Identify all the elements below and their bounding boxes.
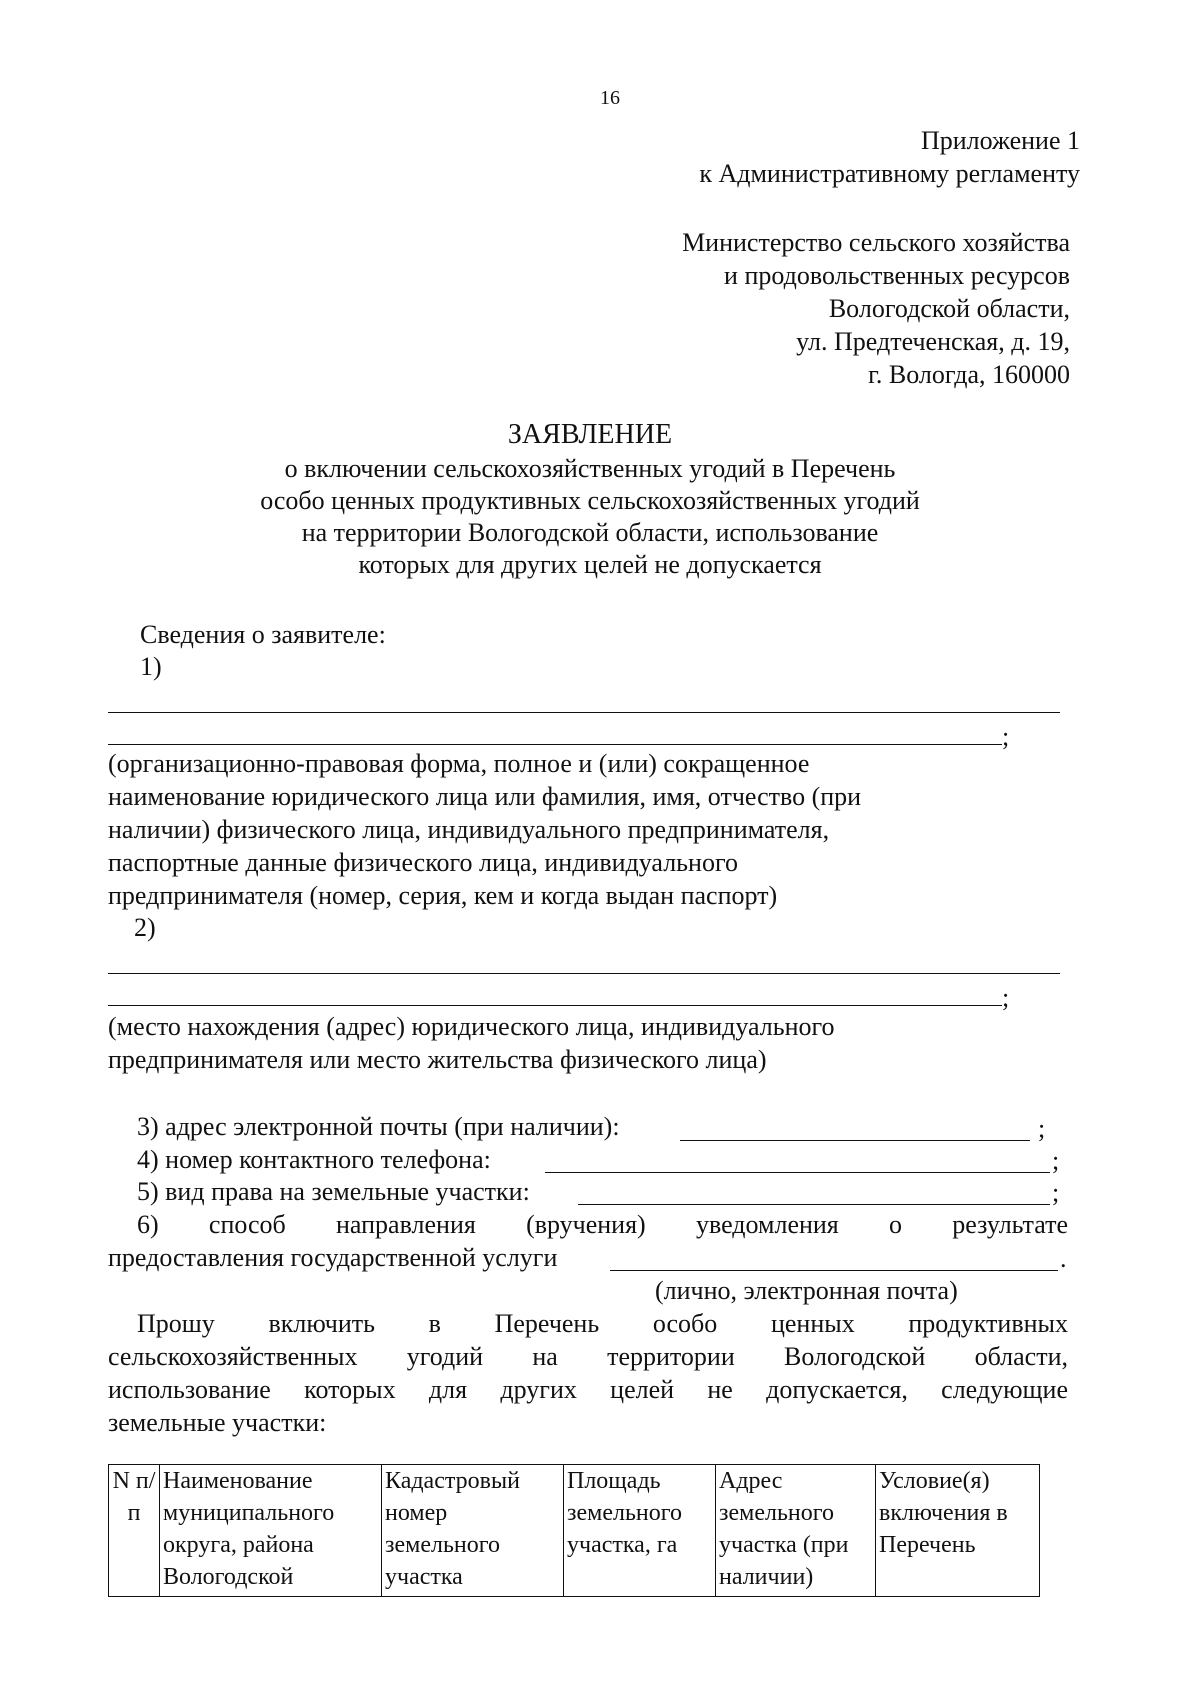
appendix-line-2: к Административному регламенту [699, 159, 1080, 188]
item-6-line-2: предоставления государственной услуги [108, 1243, 558, 1272]
document-title [100, 417, 1080, 581]
table-header-row [109, 1465, 1040, 1597]
title-line-2: особо ценных продуктивных сельскохозяйственных угодий [260, 486, 920, 515]
item-2-fill-line-1[interactable] [108, 973, 1060, 974]
request-line-1: Прошу включить в Перечень особо ценных продуктивных [137, 1309, 1068, 1338]
page-number: 16 [600, 87, 620, 109]
item-5-label: 5) вид права на земельные участки: [137, 1177, 530, 1206]
item-4-semicolon: ; [1052, 1146, 1060, 1175]
item-3-label: 3) адрес электронной почты (при наличии): [137, 1112, 620, 1141]
item-1-hint-line: (организационно-правовая форма, полное и (или) сокращенное [108, 749, 810, 778]
item-1-hint-line: предпринимателя (номер, серия, кем и когда выдан паспорт) [108, 881, 778, 910]
land-plots-table [108, 1464, 1040, 1597]
request-line-4: земельные участки: [108, 1408, 327, 1437]
notification-method-field[interactable] [610, 1270, 1058, 1271]
header-municipality: Наименование муниципального округа, района Вологодской [160, 1465, 382, 1597]
item-6-line-1: 6) способ направления (вручения) уведомления о результате [137, 1210, 1068, 1239]
phone-field[interactable] [545, 1172, 1050, 1173]
item-1-fill-line-2[interactable] [108, 744, 1002, 745]
item-2-hint-line: предпринимателя или место жительства физического лица) [108, 1045, 767, 1074]
addressee-line-2: и продовольственных ресурсов [724, 261, 1070, 290]
title-line-1: о включении сельскохозяйственных угодий в Перечень [284, 454, 896, 483]
land-right-field[interactable] [578, 1204, 1050, 1205]
header-address: Адрес земельного участка (при наличии) [716, 1465, 876, 1597]
item-1-hint [108, 747, 861, 912]
header-cadastral-number: Кадастровый номер земельного участка [382, 1465, 564, 1597]
header-area: Площадь земельного участка, га [564, 1465, 716, 1597]
appendix-note [699, 124, 1080, 190]
title-heading: ЗАЯВЛЕНИЕ [507, 419, 673, 450]
item-1-number: 1) [140, 652, 162, 681]
item-2-hint [108, 1010, 835, 1076]
applicant-heading: Сведения о заявителе: [140, 620, 386, 649]
item-2-fill-line-2[interactable] [108, 1005, 1002, 1006]
item-2-number: 2) [134, 913, 156, 942]
item-6-period: . [1060, 1244, 1067, 1273]
item-1-hint-line: паспортные данные физического лица, индивидуального [108, 848, 738, 877]
item-2-hint-line: (место нахождения (адрес) юридического лица, индивидуального [108, 1012, 835, 1041]
item-5-semicolon: ; [1052, 1178, 1060, 1207]
title-line-4: которых для других целей не допускается [358, 550, 822, 579]
addressee-line-5: г. Вологда, 160000 [868, 360, 1070, 389]
item-6-hint: (лично, электронная почта) [655, 1276, 958, 1305]
item-1-semicolon: ; [1002, 722, 1010, 751]
item-1-fill-line-1[interactable] [108, 712, 1060, 713]
addressee-block [682, 226, 1070, 391]
item-3-semicolon: ; [1038, 1114, 1046, 1143]
item-1-hint-line: наименование юридического лица или фамилия, имя, отчество (при [108, 782, 862, 811]
addressee-line-3: Вологодской области, [828, 294, 1070, 323]
item-2-semicolon: ; [1002, 983, 1010, 1012]
addressee-line-4: ул. Предтеченская, д. 19, [796, 327, 1070, 356]
email-field[interactable] [680, 1140, 1030, 1141]
item-4-label: 4) номер контактного телефона: [137, 1145, 491, 1174]
request-line-3: использование которых для других целей не допускается, следующие [108, 1375, 1068, 1404]
item-1-hint-line: наличии) физического лица, индивидуального предпринимателя, [108, 815, 830, 844]
addressee-line-1: Министерство сельского хозяйства [682, 228, 1070, 257]
appendix-line-1: Приложение 1 [920, 126, 1080, 155]
header-number: N п/п [109, 1465, 160, 1597]
header-conditions: Условие(я) включения в Перечень [876, 1465, 1040, 1597]
request-line-2: сельскохозяйственных угодий на территории Вологодской области, [108, 1342, 1068, 1371]
title-line-3: на территории Вологодской области, использование [301, 518, 879, 547]
